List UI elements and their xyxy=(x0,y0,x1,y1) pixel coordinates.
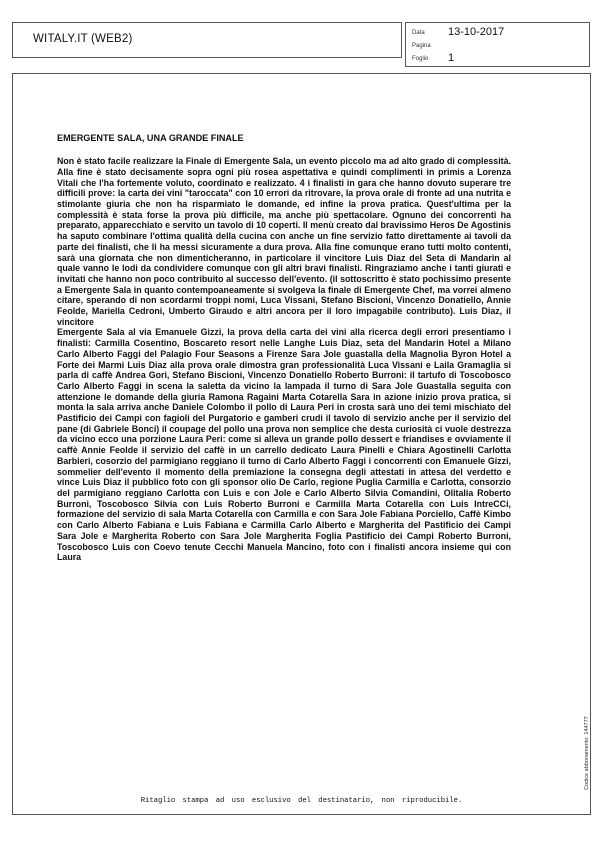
article-body: Non è stato facile realizzare la Finale di Emergente Sala, un evento piccolo ma ad alto grado di complessità. Alla fine è stato decisamente sopra ogni più rosea aspettativa e quindi complimenti in primis a Lorenza Vitali che l'ha fortemente voluto, coordinato e realizzato. 4 i finalisti in gara che hanno dovuto superare tre difficili prove: la carta dei vini "taroccata" con 10 errori da ritrovare, la prova orale di fronte ad una nutrita e stimolante giuria che non ha risparmiato le domande, ed infine la prova pratica. Quest'ultima per la complessità è stata forse la prova più difficile, ma anche più spettacolare. Ognuno dei concorrenti ha preparato, apparecchiato e servito un tavolo di 10 coperti. Il menù creato dal bravissimo Heros De Agostinis ha saputo combinare l'ottima qualità della cucina con anche un fine servizio fatto direttamente ai tavoli da parte dei finalisti, che li ha messi sicuramente a dura prova. Alla fine comunque erano tutti molto contenti, sarà una giornata che non dimenticheranno, in particolare il vincitore Luis Diaz del Seta di Mandarin al quale vanno le lodi da condividere comunque con gli altri bravi finalisti. Ringraziamo anche i tanti giurati e invitati che hanno non poco contribuito al successo dell'evento. (il sottoscritto è stato pochissimo presente a Emergente Sala in quanto contempoaneamente si svolgeva la finale di Emergente Chef, ma vorrei almeno citare, sperando di non scordarmi troppi nomi, Luca Vissani, Stefano Biscioni, Vincenzo Donatiello, Annie Feolde, Mariella Cedroni, Umberto Giraudo e altri ancora per il loro impagabile contributo). Luis Diaz, il vincitore Emergente Sala al via Emanuele Gizzi, la prova della carta dei vini alla ricerca degli errori presentiamo i finalisti: Carmilla Cosentino, Boscareto resort nelle Langhe Luis Diaz, seta del Mandarin Hotel a Milano Carlo Alberto Faggi del Palagio Four Seasons a Firenze Sara Jole guastalla della Magnolia Byron Hotel a Forte dei Marmi Luis Diaz alla prova orale dimostra gran professionalità Luca Vissani e Laila Gramaglia si parla di caffè Andrea Gori, Stefano Biscioni, Vincenzo Donatiello Roberto Burroni: il tartufo di Toscobosco Carlo Alberto Faggi in scena la saletta da vicino la lampada il turno di Sara Jole Guastalla seguita con attenzione le domande della giuria Ramona Ragaini Marta Cotarella Sara in azione inizio prova pratica, si monta la sala arriva anche Daniele Colombo il pollo di Laura Peri in crosta sarà uno dei temi mischiato del Pastificio dei Campi con fagioli del Purgatorio e gamberi crudi il tavolo di servizio anche per il servizio del pane (di Gabriele Bonci) il coupage del pollo una prova non semplice che desta curiosità ci vuole destrezza da vicino ecco una porzione Laura Peri: come si alleva un grande pollo dessert e friandises e ovviamente il caffè Annie Feolde il servizio del caffè in un carrello dedicato Laura Pinelli e Chiara Agostinelli Carlotta Barbieri, cosorzio del parmigiano reggiano il turno di Carlo Alberto Faggi i concorrenti con Emanuele Gizzi, sommelier dell'evento il momento della premiazione la consegna degli attestati in attesa del verdetto e vince Luis Diaz il pubblico foto con gli sponsor olio De Carlo, regione Puglia Carmilla e Carlotta, consorzio del parmigiano reggiano Carlotta con Luis e con Jole e Carlo Alberto Silvia Comandini, Olitalia Roberto Burroni, Toscobosco Silvia con Luis Roberto Burroni e Carmilla Marta Cotarella con Luis IntreCCi, formazione del servizio di sala Marta Cotarella con Carmilla e con Sara Jole Fabiana Porciello, Caffè Kimbo con Carlo Alberto Fabiana e Luis Fabiana e Carmilla Carlo Alberto e Margherita del Pastificio dei Campi Sara Jole e Margherita Roberto con Sara Jole Margherita Foglia Pastificio dei Campi Roberto Burroni, Toscobosco Luis con Coevo tenute Cecchi Manuela Mancino, foto con i finalisti ancora insieme qui con Laura xyxy=(57,156,511,563)
article-title: EMERGENTE SALA, UNA GRANDE FINALE xyxy=(57,133,244,143)
sheet-label: Foglio xyxy=(412,56,429,62)
source-name: WITALY.IT (WEB2) xyxy=(33,33,133,45)
date-value: 13-10-2017 xyxy=(448,26,505,38)
source-header-box xyxy=(12,22,402,58)
article xyxy=(57,133,511,563)
date-label: Data xyxy=(412,30,425,36)
sheet-value: 1 xyxy=(448,52,455,64)
reproduction-notice: Ritaglio stampa ad uso esclusivo del destinatario, non riproducibile. xyxy=(140,797,463,805)
page-label: Pagina xyxy=(412,43,431,49)
metadata-box xyxy=(405,22,590,67)
subscription-code: Codice abbonamento: 144777 xyxy=(584,716,590,790)
